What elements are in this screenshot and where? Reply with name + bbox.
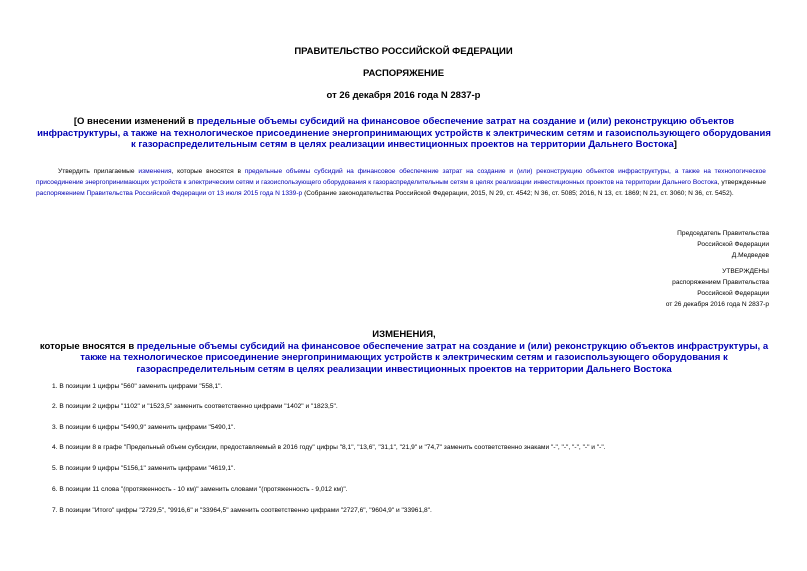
body-link-order[interactable]: распоряжением Правительства Российской Федерации от 13 июля 2015 года N 1339-р — [36, 190, 303, 197]
changes-heading: ИЗМЕНЕНИЯ, — [372, 329, 436, 340]
signature-line-1: Председатель Правительства — [677, 230, 769, 237]
intro-title — [36, 116, 772, 151]
change-item-6: 6. В позиции 11 слова "(протяженность - 10 км)" заменить словами "(протяженность - 9,012 км)". — [52, 486, 348, 493]
date-number-heading: от 26 декабря 2016 года N 2837-р — [326, 90, 481, 101]
changes-prefix: которые вносятся в — [39, 340, 135, 352]
change-item-7: 7. В позиции "Итого" цифры "2729,5", "9916,6" и "33964,5" заменить соответственно цифрами "2727,6", "9604,9" и "33961,8". — [52, 507, 432, 514]
change-item-4: 4. В позиции 8 в графе "Предельный объем субсидии, предоставляемый в 2016 году" цифры "8,1", "13,6", "31,1", "21,9" и "74,7" заменить соответственно знаками "-", "-", "-", "-" и "-". — [52, 444, 606, 451]
signature-line-2: Российской Федерации — [697, 241, 769, 248]
body-text-3: , утвержденные — [717, 179, 767, 186]
intro-title-link[interactable]: предельные объемы субсидий на финансовое обеспечение затрат на создание и (или) реконструкцию объектов инфраструктуры, а также на технологическое присоединение энергопринимающих устройств к электрическим сетям и газоиспользующего оборудования к газораспределительным сетям в целях реализации инвестиционных проектов на территории Дальнего Востока — [37, 116, 771, 150]
signature-line-3: Д.Медведев — [731, 252, 769, 259]
approved-line-4: от 26 декабря 2016 года N 2837-р — [665, 301, 769, 308]
approved-line-3: Российской Федерации — [697, 290, 769, 297]
government-heading: ПРАВИТЕЛЬСТВО РОССИЙСКОЙ ФЕДЕРАЦИИ — [294, 46, 513, 57]
signature-block — [469, 228, 769, 261]
change-item-2: 2. В позиции 2 цифры "1102" и "1523,5" заменить соответственно цифрами "1402" и "1823,5". — [52, 403, 338, 410]
body-text-4: (Собрание законодательства Российской Федерации, 2015, N 29, ст. 4542; N 36, ст. 5085; 2016, N 13, ст. 1869; N 21, ст. 3060; N 36, ст. 5452). — [304, 190, 734, 197]
change-item-1: 1. В позиции 1 цифры "560" заменить цифрами "558,1". — [52, 383, 223, 390]
changes-title — [36, 329, 772, 375]
body-paragraph — [36, 166, 766, 199]
intro-title-suffix: ] — [673, 139, 677, 150]
doc-type-heading: РАСПОРЯЖЕНИЕ — [362, 68, 445, 79]
approved-block — [469, 266, 769, 310]
change-item-3: 3. В позиции 6 цифры "5490,9" заменить цифрами "5490,1". — [52, 424, 236, 431]
changes-link[interactable]: предельные объемы субсидий на финансовое обеспечение затрат на создание и (или) реконструкцию объектов инфраструктуры, а также на технологическое присоединение энергопринимающих устройств к электрическим сетям и газоиспользующего оборудования к газораспределительным сетям в целях реализации инвестиционных проектов на территории Дальнего Востока — [80, 340, 769, 375]
body-text-1: Утвердить прилагаемые — [58, 168, 135, 175]
body-link-subsidies[interactable]: предельные объемы субсидий на финансовое обеспечение затрат на создание и (или) реконструкцию объектов инфраструктуры, а также на технологическое присоединение энергопринимающих устройств к электрическим сетям и газоиспользующего оборудования к газораспределительным сетям в целях реализации инвестиционных проектов на территории Дальнего Востока — [36, 168, 766, 186]
body-link-changes[interactable]: изменения — [138, 168, 172, 175]
body-text-2: , которые вносятся в — [171, 168, 241, 175]
approved-line-1: УТВЕРЖДЕНЫ — [722, 268, 769, 275]
approved-line-2: распоряжением Правительства — [672, 279, 769, 286]
intro-title-prefix: [О внесении изменений в — [73, 116, 194, 127]
change-item-5: 5. В позиции 9 цифры "5156,1" заменить цифрами "4619,1". — [52, 465, 236, 472]
